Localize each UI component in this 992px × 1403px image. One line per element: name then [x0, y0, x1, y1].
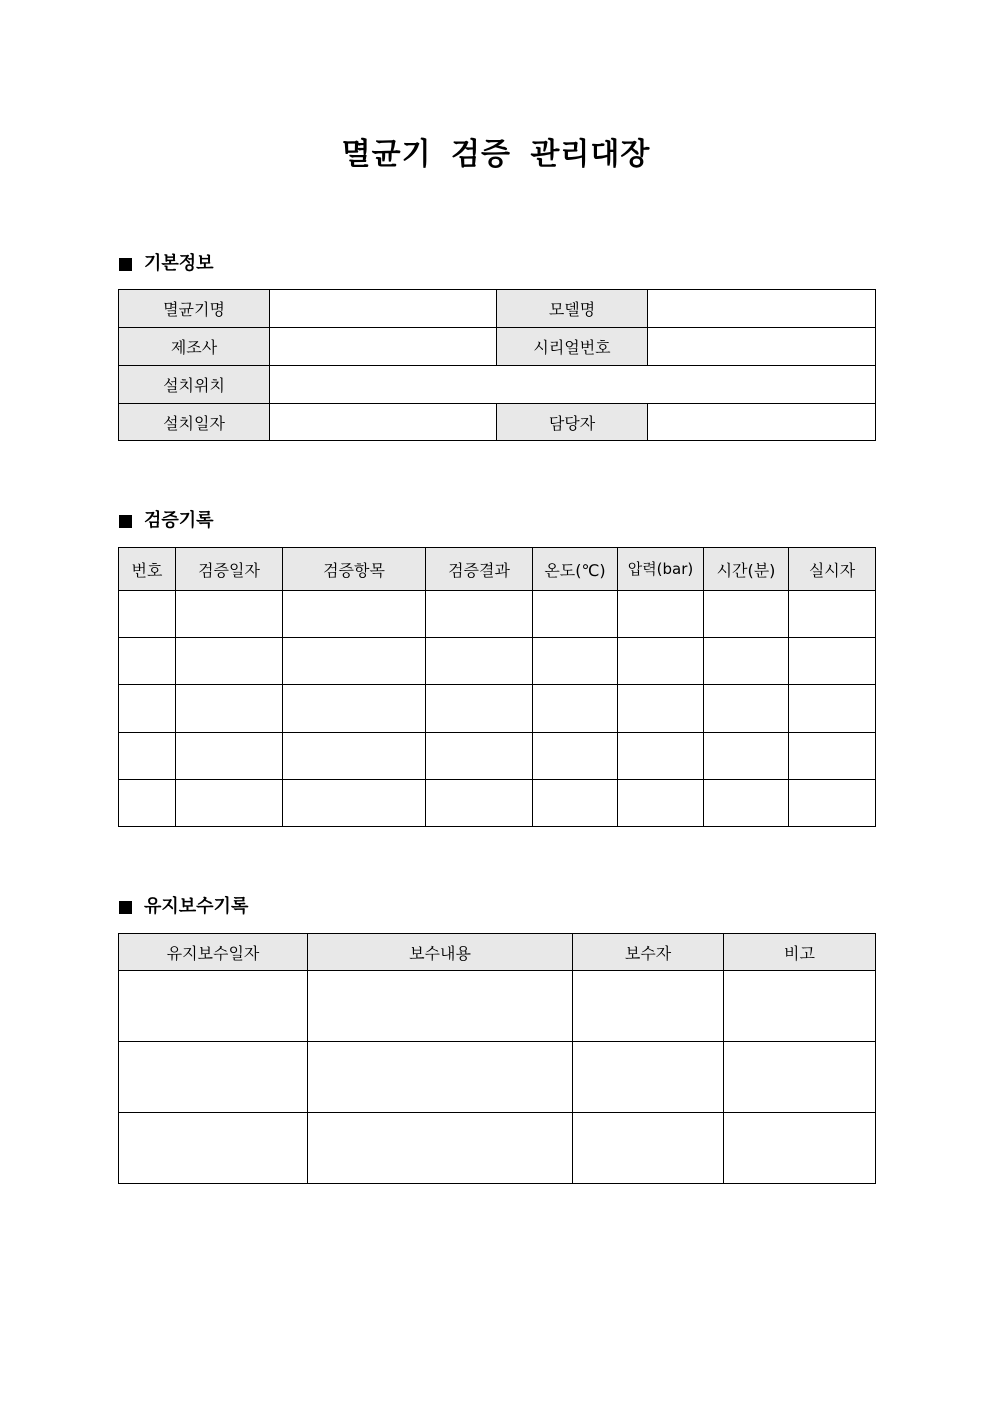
- table-cell[interactable]: [704, 780, 789, 827]
- section-heading-validation: [119, 509, 214, 533]
- validation-records-table: [118, 547, 876, 827]
- table-row: [119, 685, 876, 733]
- manufacturer-label: 제조사: [119, 328, 270, 366]
- table-cell[interactable]: [724, 971, 876, 1042]
- device-name-label: 멸균기명: [119, 290, 270, 328]
- serial-number-label: 시리얼번호: [497, 328, 648, 366]
- table-cell[interactable]: [789, 685, 876, 733]
- table-row: [119, 404, 876, 441]
- table-cell[interactable]: [533, 685, 618, 733]
- table-cell[interactable]: [618, 591, 704, 638]
- table-cell[interactable]: [119, 1042, 308, 1113]
- column-header-temperature: 온도(℃): [533, 548, 618, 591]
- square-bullet-icon: [119, 901, 132, 914]
- table-row: [119, 591, 876, 638]
- column-header-maintenance-date: 유지보수일자: [119, 934, 308, 971]
- table-cell[interactable]: [176, 733, 283, 780]
- section-heading-maintenance: [119, 895, 248, 919]
- table-cell[interactable]: [533, 780, 618, 827]
- table-cell[interactable]: [573, 1113, 724, 1184]
- column-header-operator: 실시자: [789, 548, 876, 591]
- table-header-row: [119, 548, 876, 591]
- manager-label: 담당자: [497, 404, 648, 441]
- section-heading-label: 유지보수기록: [144, 896, 249, 917]
- table-cell[interactable]: [789, 591, 876, 638]
- table-cell[interactable]: [533, 591, 618, 638]
- table-cell[interactable]: [119, 685, 176, 733]
- table-cell[interactable]: [618, 780, 704, 827]
- table-cell[interactable]: [704, 733, 789, 780]
- table-cell[interactable]: [176, 591, 283, 638]
- table-cell[interactable]: [426, 638, 533, 685]
- column-header-validation-item: 검증항목: [283, 548, 426, 591]
- table-cell[interactable]: [176, 780, 283, 827]
- section-heading-basic-info: [119, 252, 214, 276]
- table-cell[interactable]: [176, 638, 283, 685]
- table-cell[interactable]: [618, 638, 704, 685]
- table-cell[interactable]: [789, 780, 876, 827]
- section-heading-label: 검증기록: [144, 510, 214, 531]
- table-cell[interactable]: [426, 685, 533, 733]
- table-cell[interactable]: [176, 685, 283, 733]
- column-header-pressure: 압력(bar): [618, 548, 704, 591]
- basic-info-table: [118, 289, 876, 441]
- table-cell[interactable]: [789, 733, 876, 780]
- table-cell[interactable]: [119, 733, 176, 780]
- table-row: [119, 1042, 876, 1113]
- table-cell[interactable]: [283, 638, 426, 685]
- maintenance-records-table: [118, 933, 876, 1184]
- table-cell[interactable]: [533, 638, 618, 685]
- table-cell[interactable]: [724, 1042, 876, 1113]
- table-cell[interactable]: [704, 591, 789, 638]
- table-cell[interactable]: [618, 685, 704, 733]
- table-cell[interactable]: [618, 733, 704, 780]
- install-location-field[interactable]: [270, 366, 876, 404]
- column-header-validation-date: 검증일자: [176, 548, 283, 591]
- table-cell[interactable]: [533, 733, 618, 780]
- table-cell[interactable]: [119, 971, 308, 1042]
- model-name-label: 모델명: [497, 290, 648, 328]
- column-header-maintenance-details: 보수내용: [308, 934, 573, 971]
- table-cell[interactable]: [426, 733, 533, 780]
- table-row: [119, 638, 876, 685]
- table-cell[interactable]: [704, 685, 789, 733]
- table-cell[interactable]: [283, 780, 426, 827]
- table-cell[interactable]: [119, 591, 176, 638]
- table-row: [119, 733, 876, 780]
- table-header-row: [119, 934, 876, 971]
- install-location-label: 설치위치: [119, 366, 270, 404]
- square-bullet-icon: [119, 515, 132, 528]
- table-cell[interactable]: [308, 1042, 573, 1113]
- install-date-field[interactable]: [270, 404, 497, 441]
- table-cell[interactable]: [119, 780, 176, 827]
- table-cell[interactable]: [573, 971, 724, 1042]
- table-row: [119, 971, 876, 1042]
- table-cell[interactable]: [283, 733, 426, 780]
- square-bullet-icon: [119, 258, 132, 271]
- table-row: [119, 328, 876, 366]
- table-cell[interactable]: [283, 591, 426, 638]
- table-cell[interactable]: [308, 971, 573, 1042]
- table-cell[interactable]: [119, 1113, 308, 1184]
- table-cell[interactable]: [573, 1042, 724, 1113]
- install-date-label: 설치일자: [119, 404, 270, 441]
- table-row: [119, 290, 876, 328]
- table-cell[interactable]: [426, 591, 533, 638]
- table-cell[interactable]: [724, 1113, 876, 1184]
- column-header-validation-result: 검증결과: [426, 548, 533, 591]
- table-cell[interactable]: [426, 780, 533, 827]
- column-header-remarks: 비고: [724, 934, 876, 971]
- table-cell[interactable]: [704, 638, 789, 685]
- manager-field[interactable]: [648, 404, 876, 441]
- serial-number-field[interactable]: [648, 328, 876, 366]
- table-cell[interactable]: [283, 685, 426, 733]
- section-heading-label: 기본정보: [144, 253, 214, 274]
- table-cell[interactable]: [119, 638, 176, 685]
- table-row: [119, 366, 876, 404]
- table-row: [119, 780, 876, 827]
- table-row: [119, 1113, 876, 1184]
- table-cell[interactable]: [789, 638, 876, 685]
- column-header-number: 번호: [119, 548, 176, 591]
- column-header-maintainer: 보수자: [573, 934, 724, 971]
- table-cell[interactable]: [308, 1113, 573, 1184]
- model-name-field[interactable]: [648, 290, 876, 328]
- column-header-time: 시간(분): [704, 548, 789, 591]
- device-name-field[interactable]: [270, 290, 497, 328]
- manufacturer-field[interactable]: [270, 328, 497, 366]
- page-title: 멸균기 검증 관리대장: [341, 137, 651, 172]
